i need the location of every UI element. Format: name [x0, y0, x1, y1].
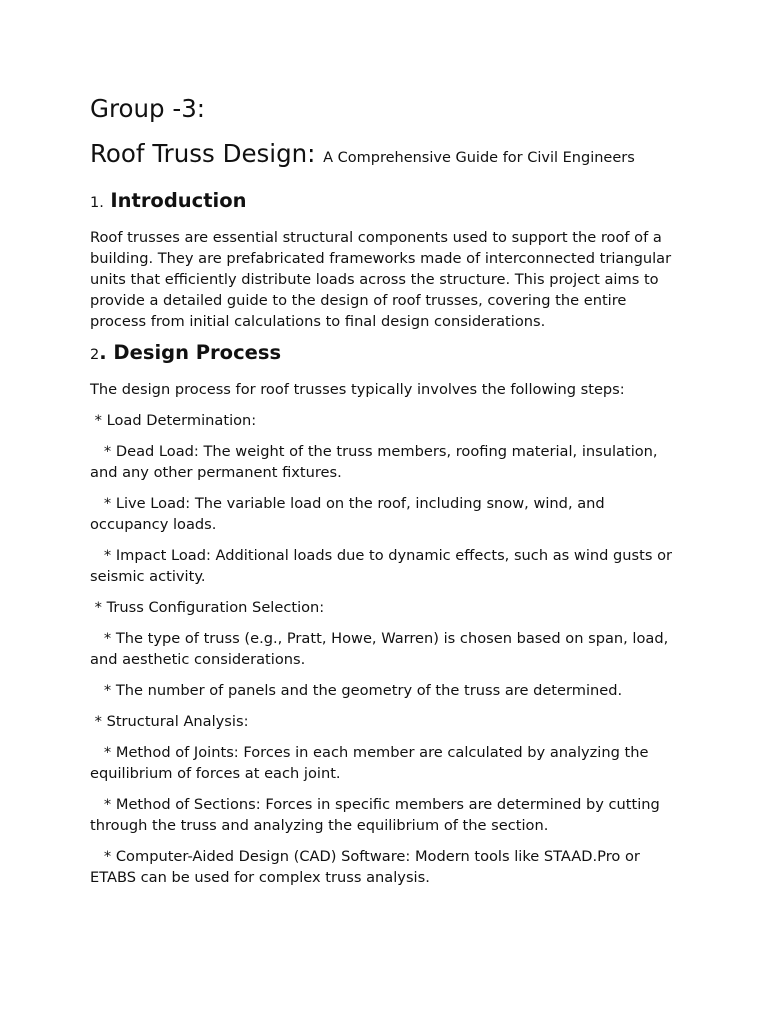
section-title: . Design Process [99, 341, 282, 364]
section-number: 2 [90, 347, 100, 363]
list-item: * Dead Load: The weight of the truss members, roofing material, insulation, and any other permanent fixtures. [90, 443, 663, 481]
section-heading-introduction [90, 187, 678, 217]
section-title: Introduction [110, 189, 247, 212]
list-item: * Truss Configuration Selection: [90, 599, 325, 616]
list-item: * Method of Joints: Forces in each member are calculated by analyzing the equilibrium of forces at each joint. [90, 744, 654, 782]
group-title: Group -3: [90, 94, 206, 123]
document-title [90, 138, 678, 174]
list-item: * The type of truss (e.g., Pratt, Howe, Warren) is chosen based on span, load, and aesthetic considerations. [90, 630, 673, 668]
introduction-paragraph: Roof trusses are essential structural components used to support the roof of a building. They are prefabricated frameworks made of interconnected triangular units that efficiently distribute loads across the structure. This project aims to provide a detailed guide to the design of roof trusses, covering the entire process from initial calculations to final design considerations. [90, 229, 672, 330]
document-title-subtitle: A Comprehensive Guide for Civil Engineers [323, 150, 635, 166]
list-item: * Computer-Aided Design (CAD) Software: Modern tools like STAAD.Pro or ETABS can be used for complex truss analysis. [90, 848, 645, 886]
list-item: * Load Determination: [90, 412, 257, 429]
list-item: * The number of panels and the geometry of the truss are determined. [90, 682, 623, 699]
section-heading-design-process [90, 339, 678, 369]
list-item: * Impact Load: Additional loads due to dynamic effects, such as wind gusts or seismic activity. [90, 547, 677, 585]
list-item: * Method of Sections: Forces in specific members are determined by cutting through the truss and analyzing the equilibrium of the section. [90, 796, 665, 834]
design-process-intro: The design process for roof trusses typically involves the following steps: [90, 381, 625, 398]
list-item: * Live Load: The variable load on the roof, including snow, wind, and occupancy loads. [90, 495, 610, 533]
document-title-main: Roof Truss Design: [90, 139, 316, 168]
section-number: 1. [90, 195, 104, 211]
list-item: * Structural Analysis: [90, 713, 249, 730]
design-process-list [90, 410, 678, 888]
